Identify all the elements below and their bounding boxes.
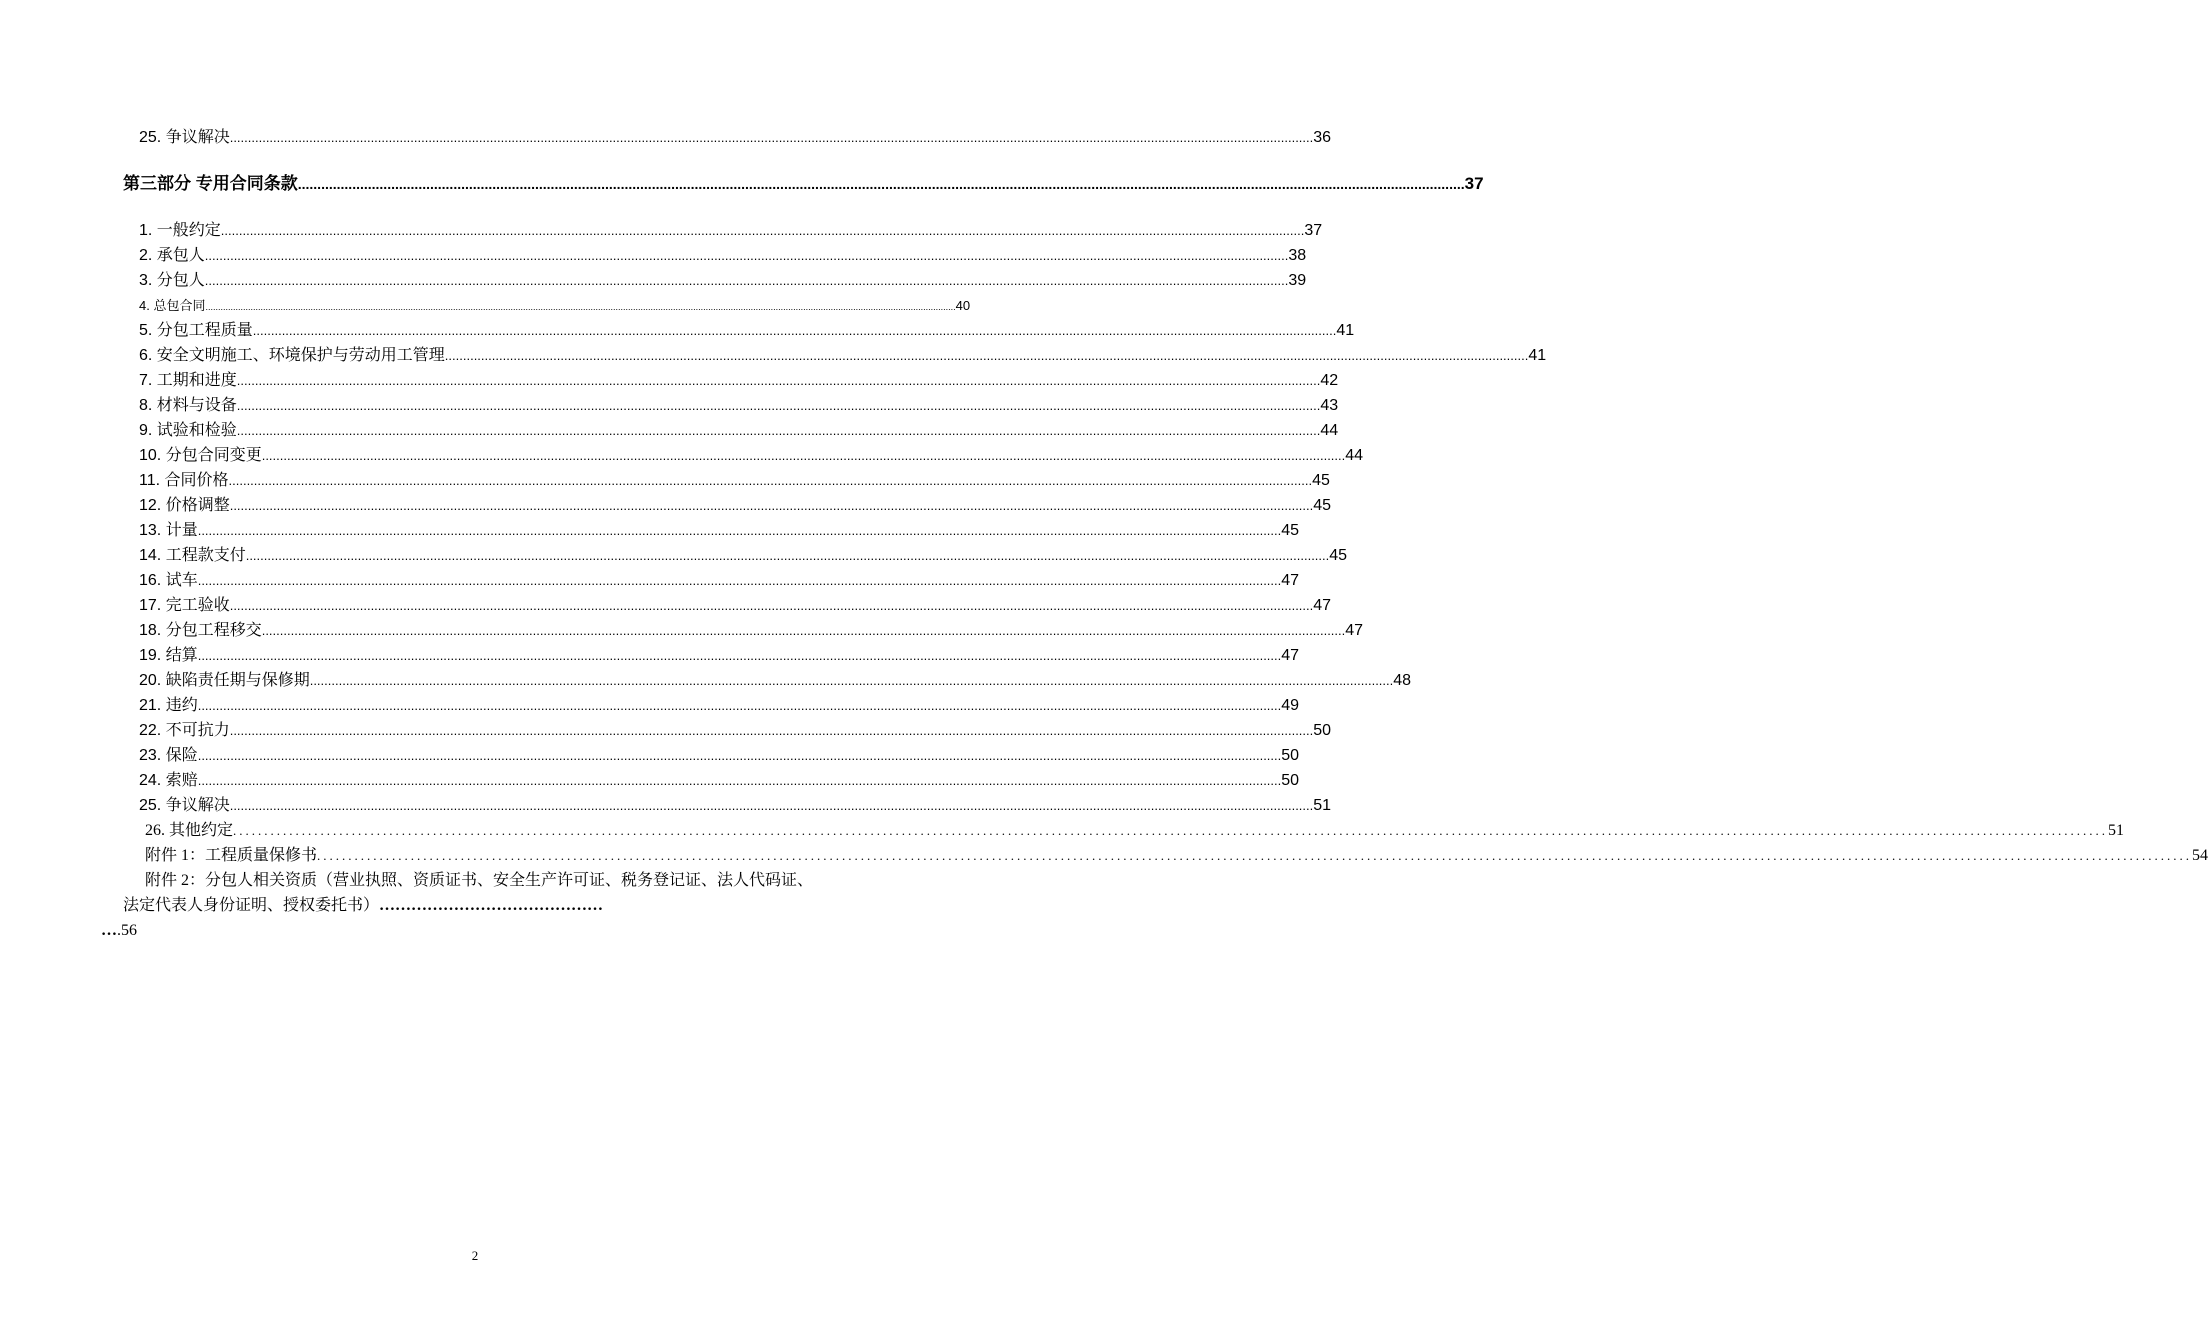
toc-part-title: 第三部分 专用合同条款 [123,174,298,193]
toc-entry[interactable] [123,418,1339,443]
toc-leader-dots: ............................................................................................................................................................................................................................................................................................................ [236,373,1321,388]
toc-entry-title: 21. 违约 [139,697,198,714]
toc-entry-page: 50 [1281,747,1300,764]
toc-leader-dots: ............................................................................................................................................................................................................................................................................................................ [197,523,1282,538]
toc-leader-dots: ............................................................................................................................................................................................................................................................................................................ [220,223,1305,238]
toc-entry-page: 47 [1345,622,1364,639]
toc-entry-26[interactable] [123,818,2125,843]
toc-entry[interactable] [123,443,1364,468]
toc-entry-page: 39 [1288,272,1307,289]
toc-annex-2[interactable] [101,868,828,943]
toc-entry-title: 8. 材料与设备 [139,397,237,414]
toc-entry-page: 51 [2108,822,2125,839]
toc-entry[interactable] [123,268,1307,293]
toc-entry-title: 26. 其他约定 [145,822,234,839]
toc-entry-title: 14. 工程款支付 [139,547,246,564]
toc-entry-page: 48 [1393,672,1412,689]
toc-leader-dots: ............................................................................................................................................................................................................................................................................................................ [229,798,1314,813]
toc-leader-dots: ............................................................................................................................................................................................................................................................................................................ [245,548,1330,563]
toc-leader-dots: ............................................................................................................................................................................................................................................................................................................ [204,273,1289,288]
toc-entry[interactable] [123,518,1300,543]
toc-entry-page: 50 [1281,772,1300,789]
toc-leader-dots: ............................................................................................................................................................................................................................................................................................................ [229,130,1314,145]
toc-entry-title: 10. 分包合同变更 [139,447,262,464]
toc-entry-page: 44 [1320,422,1339,439]
toc-entry[interactable] [123,318,1355,343]
toc-leader-dots: ............................................................................................................................................................................................................................................................................................................ [205,302,956,312]
toc-entry[interactable] [123,543,1348,568]
toc-leader-dots: ............................................................................................................................................................................................................................................................................................................ [297,176,1465,192]
toc-part-heading[interactable] [123,171,1484,196]
toc-part-page: 37 [1464,174,1484,193]
toc-entry-page: 41 [1336,322,1355,339]
toc-entry-page: 45 [1312,472,1330,489]
toc-entry-title: 13. 计量 [139,522,198,539]
toc-entry-title: 5. 分包工程质量 [139,322,253,339]
toc-entry-title: 22. 不可抗力 [139,722,230,739]
toc-entry[interactable] [123,768,1300,793]
toc-entry[interactable] [123,343,1547,368]
toc-leader-dots: ............................................................................................................................................................................................................................................................................................................ [197,773,1282,788]
toc-entry-page: 36 [1313,129,1332,146]
toc-entry[interactable] [123,468,1330,493]
toc-entry[interactable] [123,218,1323,243]
toc-entry-title: 4. 总包合同 [139,298,206,313]
toc-annex-page: 54 [2192,847,2208,864]
toc-leader-dots: ............................................................................................................................................................................................................................................................................................................ [229,598,1314,613]
toc-leader-dots: ............................................................................................................................................................................................................................................................................................................ [236,423,1321,438]
toc-leader-dots: ............................................................................................................................................................................................................................................................................................................ [252,323,1337,338]
toc-entry-page: 45 [1281,522,1300,539]
toc-annex-title: 附件 1：工程质量保修书 [145,847,318,864]
toc-entry[interactable] [123,125,1332,150]
toc-entry-title: 7. 工期和进度 [139,372,237,389]
toc-entry[interactable] [123,693,1300,718]
toc-entry-list [123,218,1547,818]
toc-entry-title: 19. 结算 [139,647,198,664]
toc-leader-dots: ............................................................................................................................................................................................................................................................................................................ [309,673,1394,688]
toc-leader-dots: ............................................................................................................................................................................................................................................................................................................ [444,348,1529,363]
toc-entry-page: 47 [1313,597,1332,614]
toc-leader-dots: ............................................................................................................................................................................................................................................................................................................ [261,623,1346,638]
toc-entry-title: 25. 争议解决 [139,797,230,814]
toc-annex-2-page: ….56 [101,922,137,939]
toc-annex-1[interactable] [123,843,2208,868]
toc-entry-page: 47 [1281,572,1300,589]
toc-entry[interactable] [123,568,1300,593]
toc-annex-2-dots: …………………………………… [379,897,604,914]
toc-leader-dots: ............................................................................................................................................................................................................................................................................................................ [317,848,2193,863]
toc-entry[interactable] [123,243,1307,268]
toc-entry-page: 51 [1313,797,1332,814]
toc-entry[interactable] [123,293,971,318]
toc-leader-dots: ............................................................................................................................................................................................................................................................................................................ [197,573,1282,588]
toc-entry-title: 1. 一般约定 [139,222,221,239]
toc-entry-title: 18. 分包工程移交 [139,622,262,639]
toc-annex-2-text: 附件 2：分包人相关资质（营业执照、资质证书、安全生产许可证、税务登记证、法人代码证、法定代表人身份证明、授权委托书） [123,872,814,914]
toc-entry[interactable] [123,643,1300,668]
page-number: 2 [471,1248,479,1263]
toc-entry-page: 38 [1288,247,1307,264]
toc-entry-title: 11. 合同价格 [139,472,229,489]
toc-leader-dots: ............................................................................................................................................................................................................................................................................................................ [204,248,1289,263]
toc-entry[interactable] [123,618,1364,643]
toc-entry-page: 45 [1329,547,1348,564]
toc-entry-title: 23. 保险 [139,747,198,764]
toc-leader-dots: ............................................................................................................................................................................................................................................................................................................ [197,698,1282,713]
toc-entry[interactable] [123,793,1332,818]
toc-entry-page: 43 [1320,397,1339,414]
toc-entry-title: 6. 安全文明施工、环境保护与劳动用工管理 [139,347,445,364]
toc-entry-page: 40 [955,298,971,313]
toc-entry-page: 41 [1528,347,1547,364]
toc-leader-dots: ............................................................................................................................................................................................................................................................................................................ [197,648,1282,663]
toc-entry-page: 49 [1281,697,1300,714]
toc-leader-dots: ............................................................................................................................................................................................................................................................................................................ [233,823,2109,838]
toc-entry-title: 25. 争议解决 [139,129,230,146]
table-of-contents [101,125,2208,943]
toc-entry-page: 47 [1281,647,1300,664]
toc-entry-page: 42 [1320,372,1339,389]
toc-entry-title: 17. 完工验收 [139,597,230,614]
toc-entry-title: 12. 价格调整 [139,497,230,514]
toc-entry-title: 3. 分包人 [139,272,205,289]
toc-entry-title: 2. 承包人 [139,247,205,264]
toc-entry-title: 16. 试车 [139,572,198,589]
toc-entry-page: 45 [1313,497,1332,514]
toc-entry-title: 24. 索赔 [139,772,198,789]
toc-leader-dots: ............................................................................................................................................................................................................................................................................................................ [228,473,1313,488]
toc-entry[interactable] [123,593,1332,618]
toc-leader-dots: ............................................................................................................................................................................................................................................................................................................ [261,448,1346,463]
toc-leader-dots: ............................................................................................................................................................................................................................................................................................................ [236,398,1321,413]
toc-entry[interactable] [123,718,1332,743]
toc-entry-page: 37 [1304,222,1323,239]
toc-entry[interactable] [123,743,1300,768]
toc-leader-dots: ............................................................................................................................................................................................................................................................................................................ [197,748,1282,763]
toc-entry[interactable] [123,668,1412,693]
toc-entry[interactable] [123,493,1332,518]
toc-leader-dots: ............................................................................................................................................................................................................................................................................................................ [229,498,1314,513]
toc-entry-title: 20. 缺陷责任期与保修期 [139,672,310,689]
toc-leader-dots: ............................................................................................................................................................................................................................................................................................................ [229,723,1314,738]
toc-entry[interactable] [123,393,1339,418]
toc-entry-page: 44 [1345,447,1364,464]
toc-entry-page: 50 [1313,722,1332,739]
toc-entry[interactable] [123,368,1339,393]
toc-entry-title: 9. 试验和检验 [139,422,237,439]
